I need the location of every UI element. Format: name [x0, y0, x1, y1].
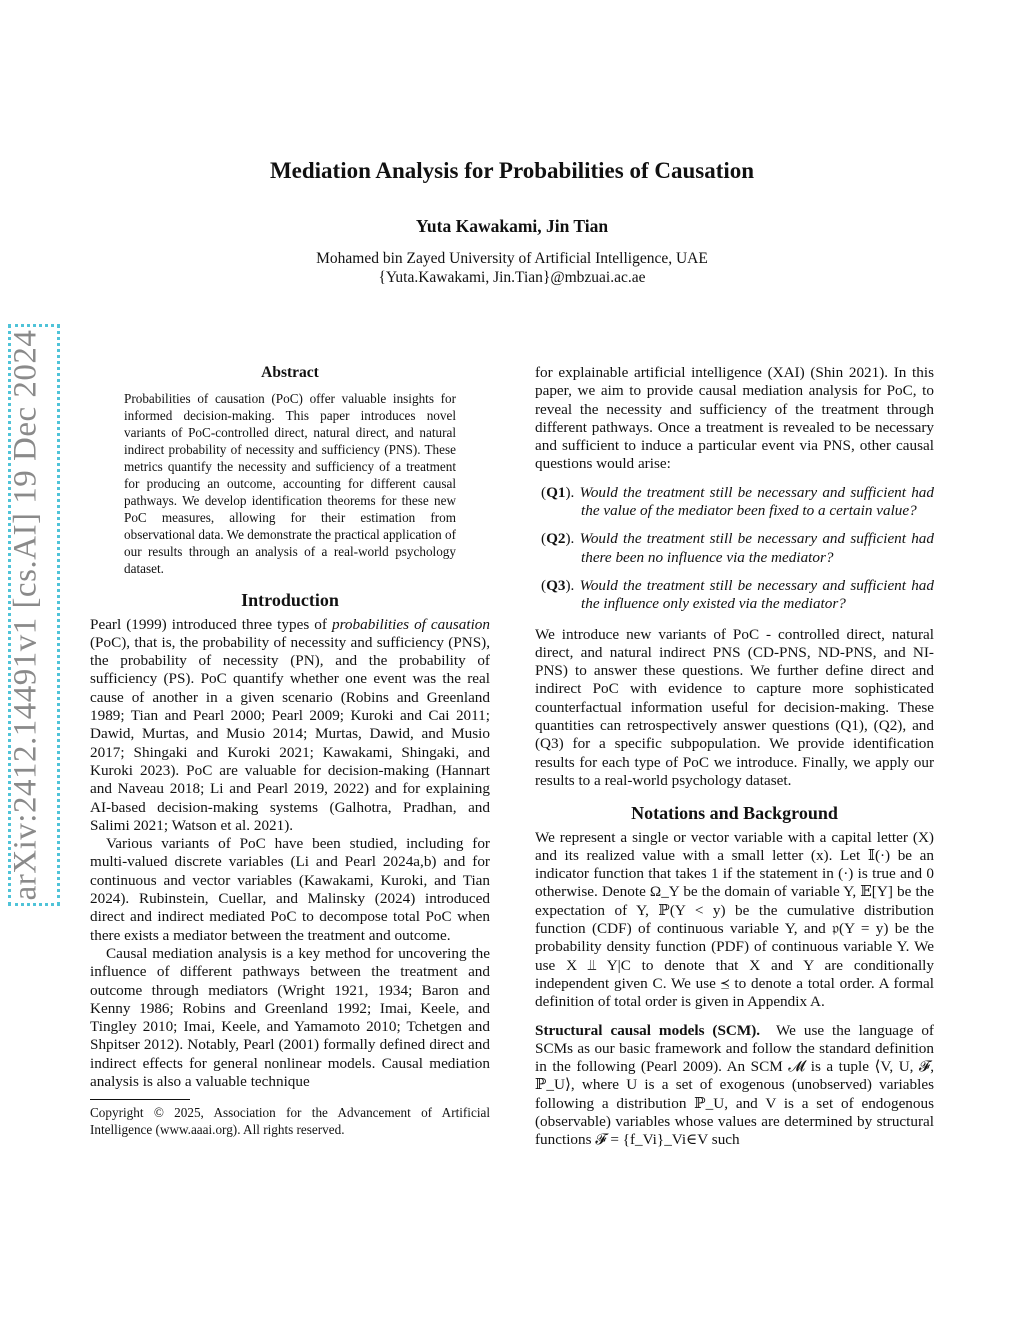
intro-paragraph-1: Pearl (1999) introduced three types of probabilities of causation (PoC), that is, the probability of necessity and sufficiency (PNS), the probability of necessity (PN), and the probability of sufficiency (PS). PoC quantify whether one event was the real cause of another in a given scenario (Robins and Greenland 1989; Tian and Pearl 2000; Pearl 2009; Kuroki and Cai 2011; Dawid, Murtas, and Musio 2014; Murtas, Dawid, and Musio 2017; Shingaki and Kuroki 2021; Kawakami, Shingaki, and Kuroki 2023). PoC are valuable for decision-making (Hannart and Naveau 2018; Li and Pearl 2019, 2022) and for explaining AI-based decision-making systems (Galhotra, Pradhan, and Salimi 2021; Watson et al. 2021).: [90, 615, 490, 834]
scm-paragraph: Structural causal models (SCM). We use the language of SCMs as our basic framework and follow the standard definition in the following (Pearl 2009). An SCM 𝓜 is a tuple ⟨V, U, 𝓕, ℙ_U⟩, where U is a set of exogenous (unobserved) variables following a distribution ℙ_U, and V is a set of endogenous (observable) variables whose values are determined by structural functions 𝓕 = {f_Vi}_Vi∈V such: [535, 1021, 934, 1149]
introduction-heading: Introduction: [241, 590, 339, 611]
arxiv-stamp: arXiv:2412.14491v1 [cs.AI] 19 Dec 2024: [7, 329, 44, 901]
notations-heading: Notations and Background: [631, 803, 838, 824]
email: {Yuta.Kawakami, Jin.Tian}@mbzuai.ac.ae: [378, 269, 646, 286]
right-paragraph-1: for explainable artificial intelligence (XAI) (Shin 2021). In this paper, we aim to provide causal mediation analysis for PoC, to reveal the necessity and sufficiency of the treatment through different pathways. Once a treatment is revealed to be necessary and sufficient to induce a particular event via PNS, other causal questions would arise:: [535, 364, 934, 473]
right-column: [535, 364, 934, 1150]
right-paragraph-2: We introduce new variants of PoC - controlled direct, natural direct, and natural indirect PNS (CD-PNS, ND-PNS, and NI-PNS) to answer these questions. We further define direct and indirect PoC with evidence to capture more sophisticated counterfactual information useful for decision-making. These quantities can retrospectively answer questions (Q1), (Q2), and (Q3) for a specific subpopulation. We provide identification results for each type of PoC we introduce. Finally, we apply our results to a real-world psychology dataset.: [535, 625, 934, 789]
left-column: [90, 364, 490, 1138]
intro-paragraph-3: Causal mediation analysis is a key method for uncovering the influence of different pathways between the treatment and outcome through mediators (Wright 1921, 1934; Baron and Kenny 1986; Robins and Greenland 1992; Imai, Keele, and Tingley 2010; Imai, Keele, and Yamamoto 2010; Tchetgen and Shpitser 2012). Notably, Pearl (2001) formally defined direct and indirect effects for general nonlinear models. Causal mediation analysis is also a valuable technique: [90, 944, 490, 1091]
paper-title: Mediation Analysis for Probabilities of Causation: [269, 158, 755, 183]
copyright-footnote: Copyright © 2025, Association for the Advancement of Artificial Intelligence (www.aaai.org). All rights reserved.: [90, 1105, 490, 1138]
footnote-rule: [90, 1099, 190, 1100]
scm-heading: Structural causal models (SCM).: [535, 1021, 761, 1039]
intro-paragraph-2: Various variants of PoC have been studied, including for multi-valued discrete variables (Li and Pearl 2024a,b) and for continuous and vector variables (Kawakami, Kuroki, and Tian 2024). Rubinstein, Cuellar, and Malinsky (2024) introduced direct and indirect mediated PoC to decompose total PoC when there exists a mediator between the treatment and outcome.: [90, 835, 490, 944]
abstract-heading: Abstract: [261, 364, 319, 381]
affiliation: Mohamed bin Zayed University of Artificial Intelligence, UAE: [316, 250, 708, 267]
paper-authors: Yuta Kawakami, Jin Tian: [415, 216, 609, 236]
affiliation-block: [0, 249, 1024, 287]
question-q2: (Q2). Would the treatment still be necessary and sufficient had there been no influence via the mediator?: [541, 530, 934, 566]
question-q3: (Q3). Would the treatment still be necessary and sufficient had the influence only existed via the mediator?: [541, 576, 934, 613]
question-q1: (Q1). Would the treatment still be necessary and sufficient had the value of the mediator been fixed to a certain value?: [541, 483, 934, 520]
abstract-text: Probabilities of causation (PoC) offer valuable insights for informed decision-making. This paper introduces novel variants of PoC-controlled direct, natural direct, and natural indirect probability of necessity and sufficiency (PNS). These metrics quantify the necessity and sufficiency of a treatment for producing an outcome, accounting for different causal pathways. We develop identification theorems for these new PoC measures, allowing for their estimation from observational data. We demonstrate the practical application of our results through an analysis of a real-world psychology dataset.: [124, 391, 456, 577]
notations-paragraph: We represent a single or vector variable with a capital letter (X) and its realized value with a small letter (x). Let 𝕀(·) be an indicator function that takes 1 if the statement in (·) is true and 0 otherwise. Denote Ω_Y be the domain of variable Y, 𝔼[Y] be the expectation of Y, ℙ(Y < y) be the cumulative distribution function (CDF) of continuous variable Y, and 𝔭(Y = y) be the probability density function (PDF) of continuous variable Y. We use X ⫫ Y|C to denote that X and Y are conditionally independent given C. We use ⪯ to denote a total order. A formal definition of total order is given in Appendix A.: [535, 828, 934, 1011]
